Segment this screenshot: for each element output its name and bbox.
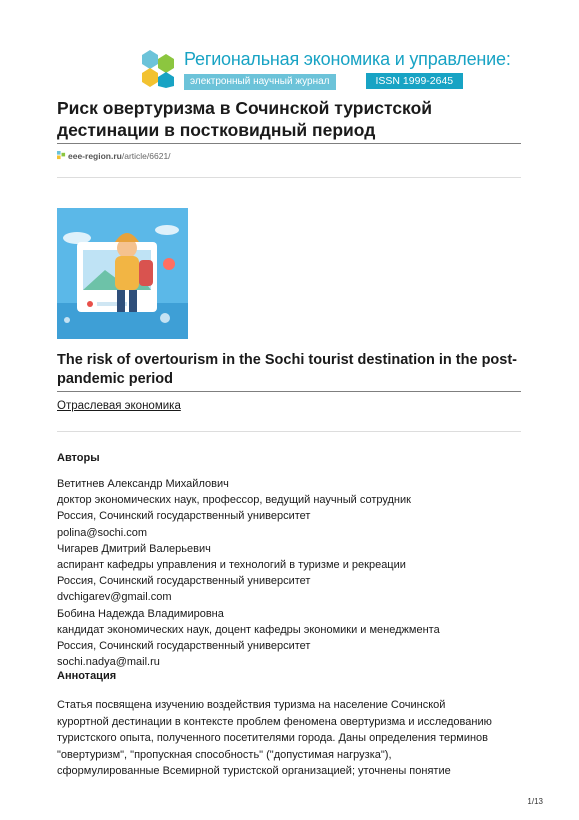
abstract-line: туристского опыта, полученного посетителями города. Даны определения терминов xyxy=(57,732,488,744)
article-cover-image xyxy=(57,208,188,339)
title-divider xyxy=(57,143,521,144)
source-divider xyxy=(57,177,521,178)
author-line: кандидат экономических наук, доцент кафедры экономики и менеджмента xyxy=(57,623,440,636)
abstract-line: сформулированные Всемирной туристской организацией; уточнены понятие xyxy=(57,765,451,777)
article-title-en: The risk of overtourism in the Sochi tourist destination in the post-pandemic period xyxy=(57,352,518,387)
author-line: Россия, Сочинский государственный университет xyxy=(57,510,311,523)
author-email: polina@sochi.com xyxy=(57,526,148,539)
journal-subtitle: электронный научный журнал xyxy=(184,74,336,90)
en-title-divider xyxy=(57,391,521,392)
site-favicon-icon xyxy=(57,151,66,160)
abstract-line: "овертуризм", "пропускная способность" ("допустимая нагрузка"), xyxy=(57,748,392,761)
author-line: Бобина Надежда Владимировна xyxy=(57,607,224,620)
page-number: 1/13 xyxy=(527,797,543,806)
author-line: Россия, Сочинский государственный университет xyxy=(57,640,311,653)
author-line: доктор экономических наук, профессор, ведущий научный сотрудник xyxy=(57,494,411,507)
abstract-line: Статья посвящена изучению воздействия туризма на население Сочинской xyxy=(57,699,446,711)
abstract-heading: Аннотация xyxy=(57,670,117,682)
journal-subtitle-bar xyxy=(184,73,463,89)
abstract-line: курортной дестинации в контексте проблем феномена овертуризма и исследованию xyxy=(57,715,492,728)
journal-logo-icon xyxy=(138,48,178,88)
authors-list xyxy=(57,476,527,670)
journal-issn: ISSN 1999-2645 xyxy=(366,73,464,89)
category-link[interactable]: Отраслевая экономика xyxy=(57,400,181,412)
source-link[interactable] xyxy=(57,151,171,161)
author-line: Ветитнев Александр Михайлович xyxy=(57,478,229,490)
article-title: Риск овертуризма в Сочинской туристской дестинации в постковидный период xyxy=(57,98,433,140)
author-line: Чигарев Дмитрий Валерьевич xyxy=(57,542,211,555)
category-divider xyxy=(57,431,521,432)
author-line: Россия, Сочинский государственный университет xyxy=(57,575,311,588)
abstract-text xyxy=(57,697,525,780)
source-domain[interactable]: eee-region.ru xyxy=(68,151,122,161)
authors-heading: Авторы xyxy=(57,452,100,464)
author-line: аспирант кафедры управления и технологий в туризме и рекреации xyxy=(57,559,406,572)
source-path[interactable]: /article/6621/ xyxy=(121,151,171,161)
author-email: sochi.nadya@mail.ru xyxy=(57,656,160,669)
author-email: dvchigarev@gmail.com xyxy=(57,591,172,604)
journal-title: Региональная экономика и управление: xyxy=(184,49,511,69)
